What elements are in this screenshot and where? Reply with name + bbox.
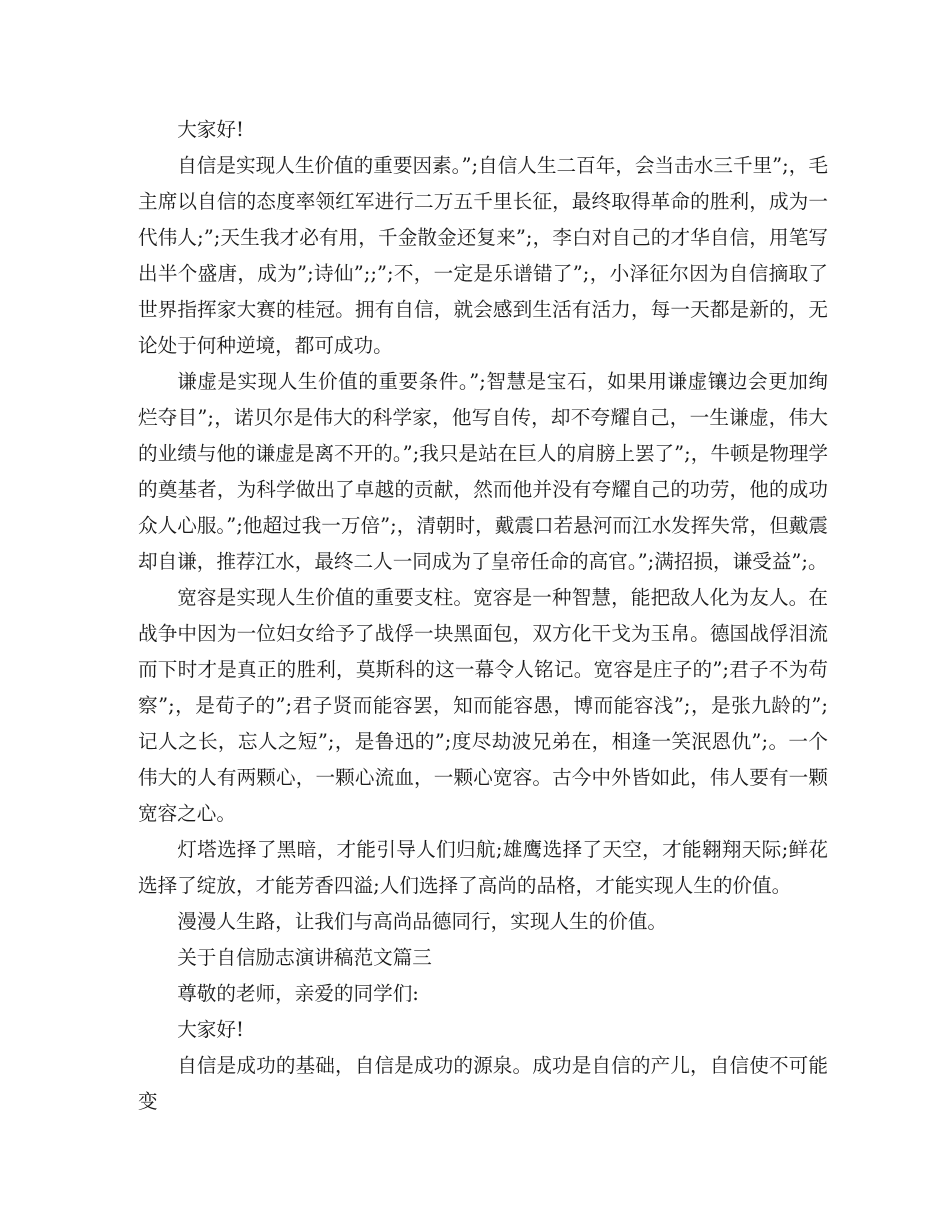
section-heading: 关于自信励志演讲稿范文篇三 [177,946,432,969]
tolerance-paragraph: 宽容是实现人生价值的重要支柱。宽容是一种智慧，能把敌人化为友人。在战争中因为一位妇女给予了战俘一块黑面包，双方化干戈为玉帛。德国战俘泪流而下时才是真正的胜利，莫斯科的这一幕令人铭记。宽容是庄子的”;君子不为苟察”;，是荀子的”;君子贤而能容罢，知而能容愚，博而能容浅”;，是张九龄的”;记人之长，忘人之短”;，是鲁迅的”;度尽劫波兄弟在，相逢一笑泯恩仇”;。一个伟大的人有两颗心，一颗心流血，一颗心宽容。古今中外皆如此，伟人要有一颗宽容之心。 [138,586,828,825]
salutation-paragraph: 尊敬的老师，亲爱的同学们: [177,982,419,1005]
success-paragraph: 自信是成功的基础，自信是成功的源泉。成功是自信的产儿，自信使不可能变 [138,1054,828,1113]
greeting-paragraph-2: 大家好! [177,1018,244,1041]
modesty-paragraph: 谦虚是实现人生价值的重要条件。”;智慧是宝石，如果用谦虚镶边会更加绚烂夺目”;，诺贝尔是伟大的科学家，他写自传，却不夸耀自己，一生谦虚，伟大的业绩与他的谦虚是离不开的。”;我只是站在巨人的肩膀上罢了”;，牛顿是物理学的奠基者，为科学做出了卓越的贡献，然而他并没有夸耀自己的功劳，他的成功众人心服。”;他超过我一万倍”;，清朝时，戴震口若悬河而江水发挥失常，但戴震却自谦，推荐江水，最终二人一同成为了皇帝任命的高官。”;满招损，谦受益”;。 [138,370,828,573]
closing-paragraph: 漫漫人生路，让我们与高尚品德同行，实现人生的价值。 [177,910,668,933]
greeting-paragraph: 大家好! [177,118,244,141]
document-body [138,112,828,1120]
choice-paragraph: 灯塔选择了黑暗，才能引导人们归航;雄鹰选择了天空，才能翱翔天际;鲜花选择了绽放，才能芳香四溢;人们选择了高尚的品格，才能实现人生的价值。 [138,838,828,897]
confidence-paragraph: 自信是实现人生价值的重要因素。”;自信人生二百年，会当击水三千里”;，毛主席以自信的态度率领红军进行二万五千里长征，最终取得革命的胜利，成为一代伟人;”;天生我才必有用，千金散金还复来”;，李白对自己的才华自信，用笔写出半个盛唐，成为”;诗仙”;;”;不，一定是乐谱错了”;，小泽征尔因为自信摘取了世界指挥家大赛的桂冠。拥有自信，就会感到生活有活力，每一天都是新的，无论处于何种逆境，都可成功。 [138,154,828,357]
